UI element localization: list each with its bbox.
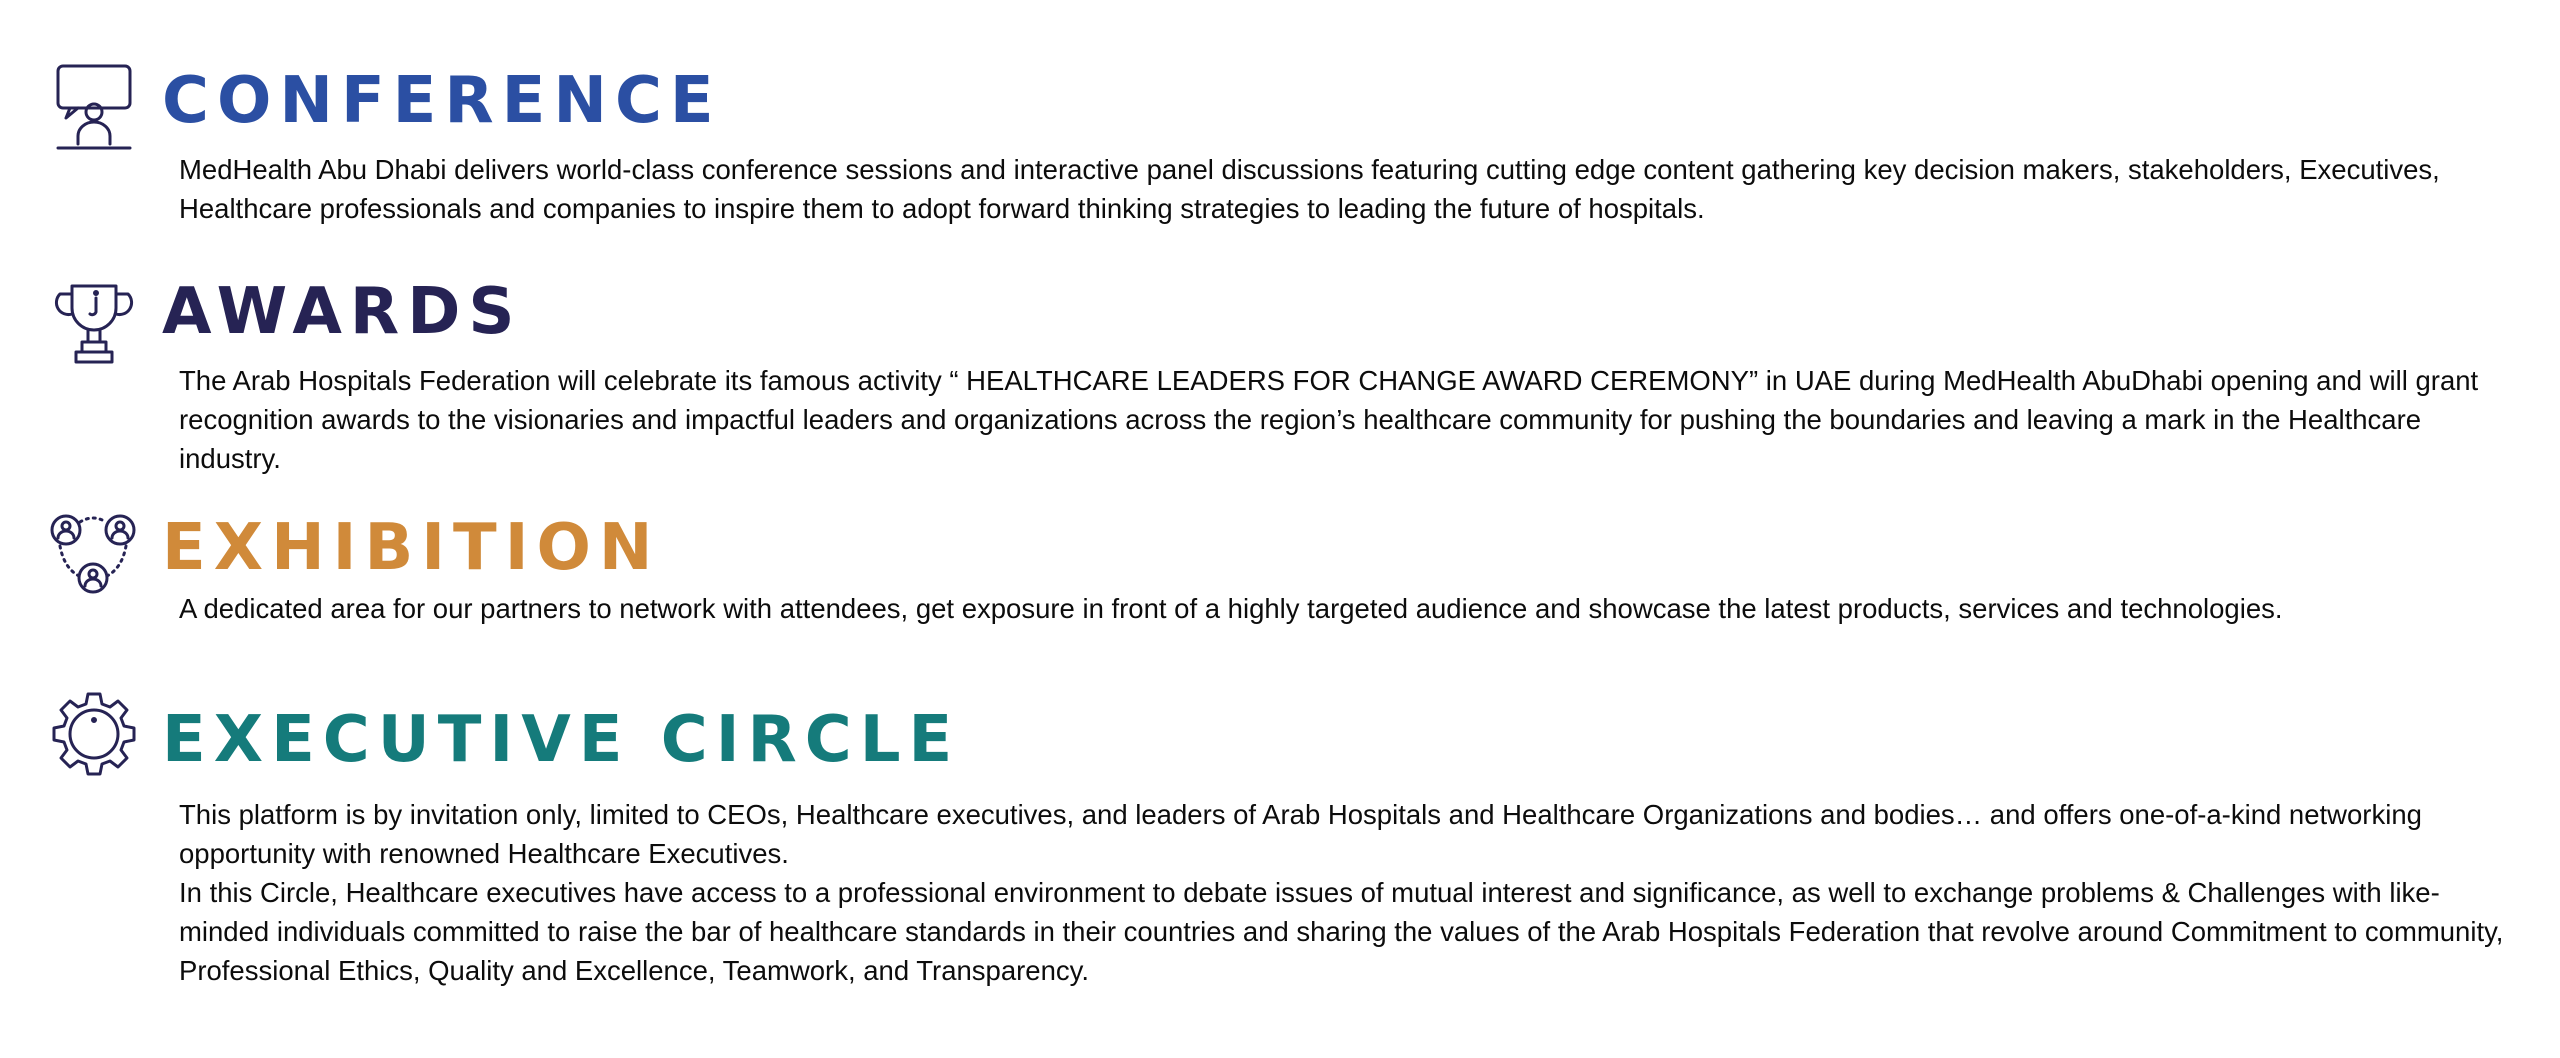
network-people-icon [48,508,140,600]
trophy-icon [48,278,140,370]
awards-paragraph: The Arab Hospitals Federation will celebrate its famous activity “ HEALTHCARE LEADERS FOR CHANGE AWARD CEREMONY” in UAE during MedHealth AbuDhabi opening and will grant recognition awards to the visionaries and impactful leaders and organizations across the region’s healthcare community for pushing the boundaries and leaving a mark in the Healthcare industry. [179,365,2479,474]
conference-paragraph: MedHealth Abu Dhabi delivers world-class conference sessions and interactive panel discussions featuring cutting edge content gathering key decision makers, stakeholders, Executives, Healthcare professionals and companies to inspire them to adopt forward thinking strategies to leading the future of hospitals. [179,154,2440,224]
conference-title: CONFERENCE [162,64,722,138]
conference-description [179,150,2519,228]
presentation-speaker-icon [48,60,140,152]
executive-circle-paragraph-1: This platform is by invitation only, limited to CEOs, Healthcare executives, and leaders of Arab Hospitals and Healthcare Organizations and bodies… and offers one-of-a-kind networking opportunity with renowned Healthcare Executives. [179,799,2422,869]
awards-title: AWARDS [162,275,523,349]
executive-circle-title: EXECUTIVE CIRCLE [162,703,961,777]
executive-circle-paragraph-2: In this Circle, Healthcare executives have access to a professional environment to debate issues of mutual interest and significance, as well to exchange problems & Challenges with like-minded individuals committed to raise the bar of healthcare standards in their countries and sharing the values of the Arab Hospitals Federation that revolve around Commitment to community, Professional Ethics, Quality and Excellence, Teamwork, and Transparency. [179,877,2504,986]
exhibition-title: EXHIBITION [162,511,661,585]
gear-icon [48,688,140,780]
exhibition-description [179,589,2519,628]
exhibition-paragraph: A dedicated area for our partners to network with attendees, get exposure in front of a highly targeted audience and showcase the latest products, services and technologies. [179,593,2283,624]
awards-description [179,361,2519,478]
executive-circle-description [179,795,2519,990]
